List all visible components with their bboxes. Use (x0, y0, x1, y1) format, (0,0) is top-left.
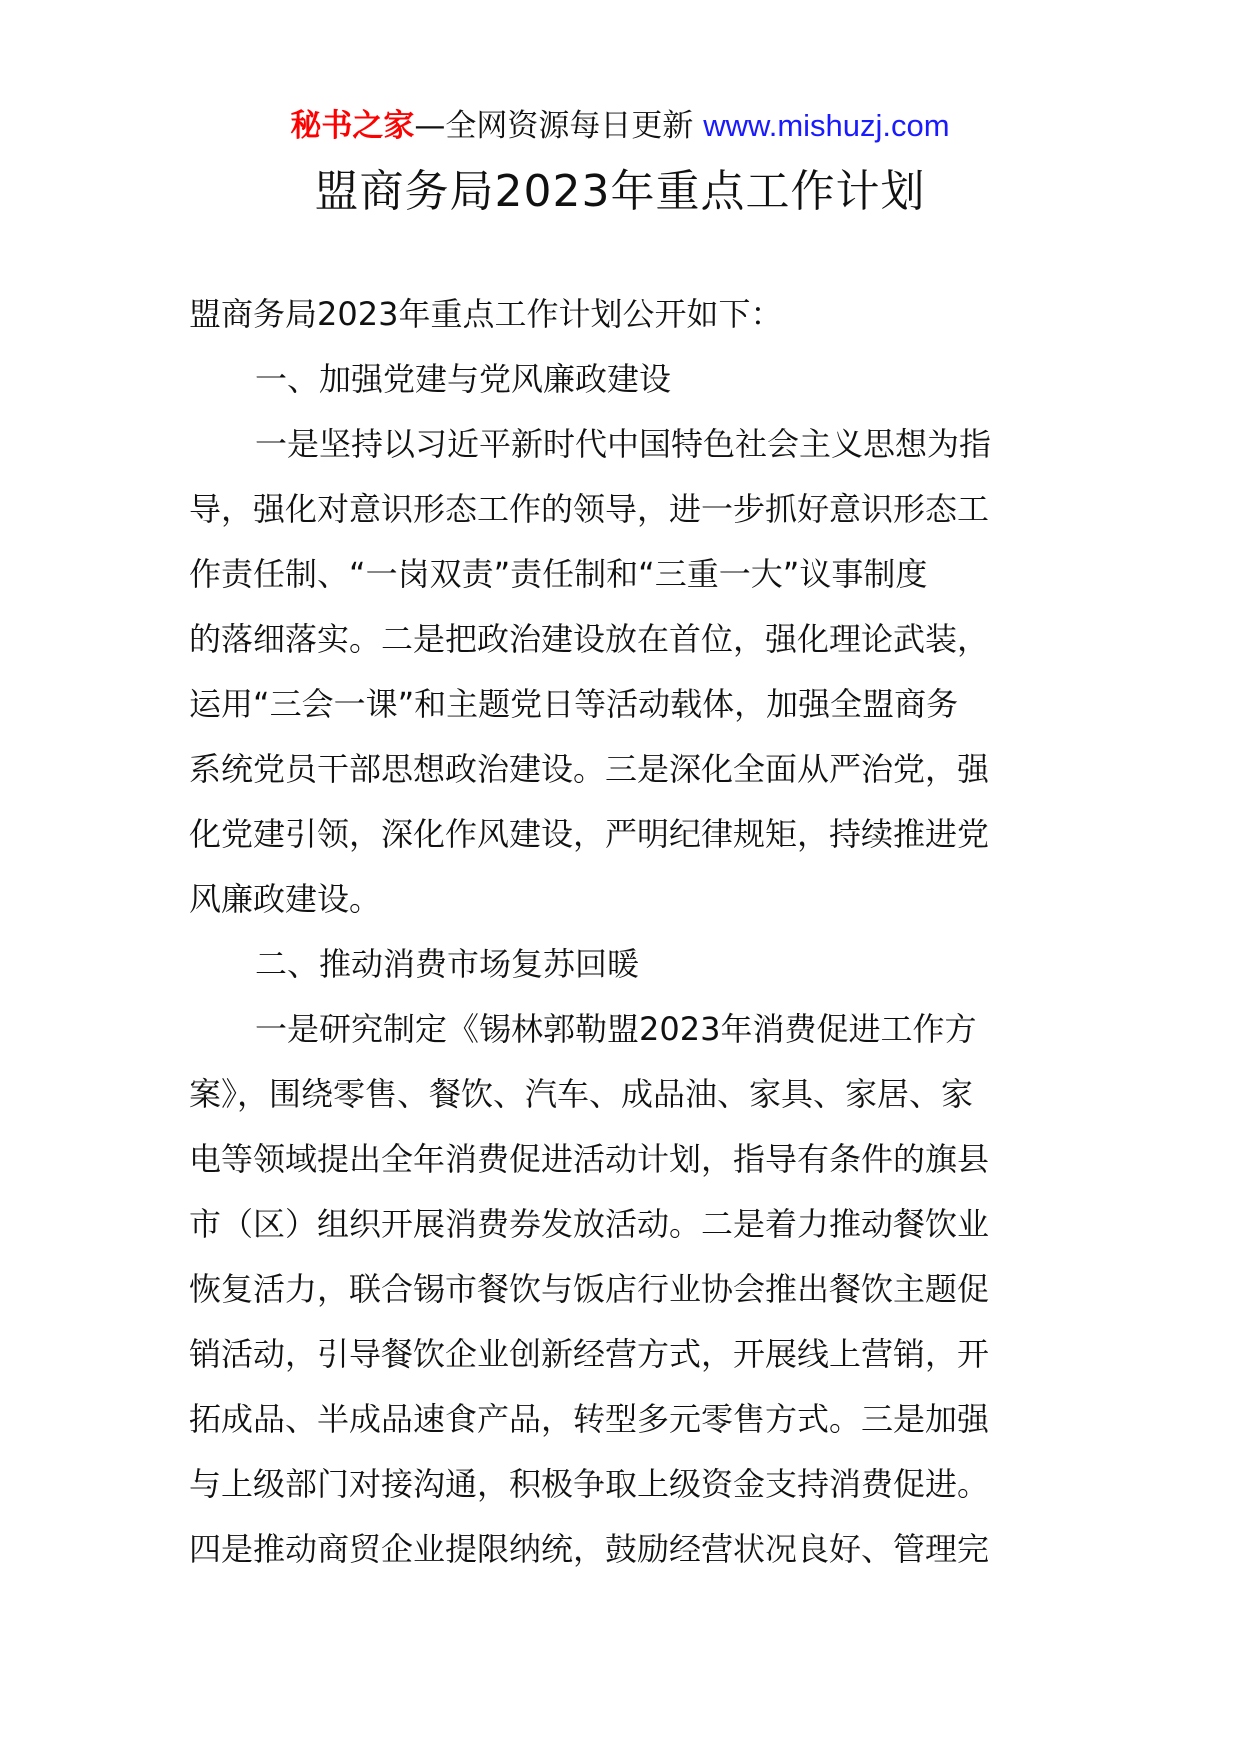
body-line: 二、推动消费市场复苏回暖 (255, 945, 640, 983)
body-line: 系统党员干部思想政治建设。三是深化全面从严治党，强 (189, 750, 990, 788)
body-line: 导，强化对意识形态工作的领导，进一步抓好意识形态工 (189, 490, 990, 528)
body-line: 案》，围绕零售、餐饮、汽车、成品油、家具、家居、家 (189, 1075, 974, 1113)
body-line: 运用“三会一课”和主题党日等活动载体，加强全盟商务 (189, 685, 959, 723)
body-line: 恢复活力，联合锡市餐饮与饭店行业协会推出餐饮主题促 (189, 1270, 990, 1308)
site-url-link[interactable]: www.mishuzj.com (703, 108, 950, 143)
body-line: 电等领域提出全年消费促进活动计划，指导有条件的旗县 (189, 1140, 990, 1178)
body-line: 一是坚持以习近平新时代中国特色社会主义思想为指 (255, 425, 992, 463)
body-line: 风廉政建设。 (189, 880, 382, 918)
body-line: 盟商务局2023年重点工作计划公开如下： (189, 295, 783, 333)
body-line: 一是研究制定《锡林郭勒盟2023年消费促进工作方 (255, 1010, 977, 1048)
banner-tagline: —全网资源每日更新 (414, 108, 694, 144)
document-title: 盟商务局2023年重点工作计划 (314, 166, 926, 217)
body-line: 一、加强党建与党风廉政建设 (255, 360, 672, 398)
body-line: 拓成品、半成品速食产品，转型多元零售方式。三是加强 (189, 1400, 990, 1438)
body-line: 市（区）组织开展消费券发放活动。二是着力推动餐饮业 (189, 1205, 990, 1243)
brand-name: 秘书之家 (290, 108, 415, 144)
body-line: 作责任制、“一岗双责”责任制和“三重一大”议事制度 (189, 555, 928, 593)
body-line: 四是推动商贸企业提限纳统，鼓励经营状况良好、管理完 (189, 1530, 990, 1568)
body-line: 的落细落实。二是把政治建设放在首位，强化理论武装， (189, 620, 990, 658)
body-line: 销活动，引导餐饮企业创新经营方式，开展线上营销，开 (189, 1335, 990, 1373)
document-body (189, 292, 1055, 1592)
body-line: 化党建引领，深化作风建设，严明纪律规矩，持续推进党 (189, 815, 990, 853)
body-line: 与上级部门对接沟通，积极争取上级资金支持消费促进。 (189, 1465, 990, 1503)
site-banner (0, 104, 1240, 148)
